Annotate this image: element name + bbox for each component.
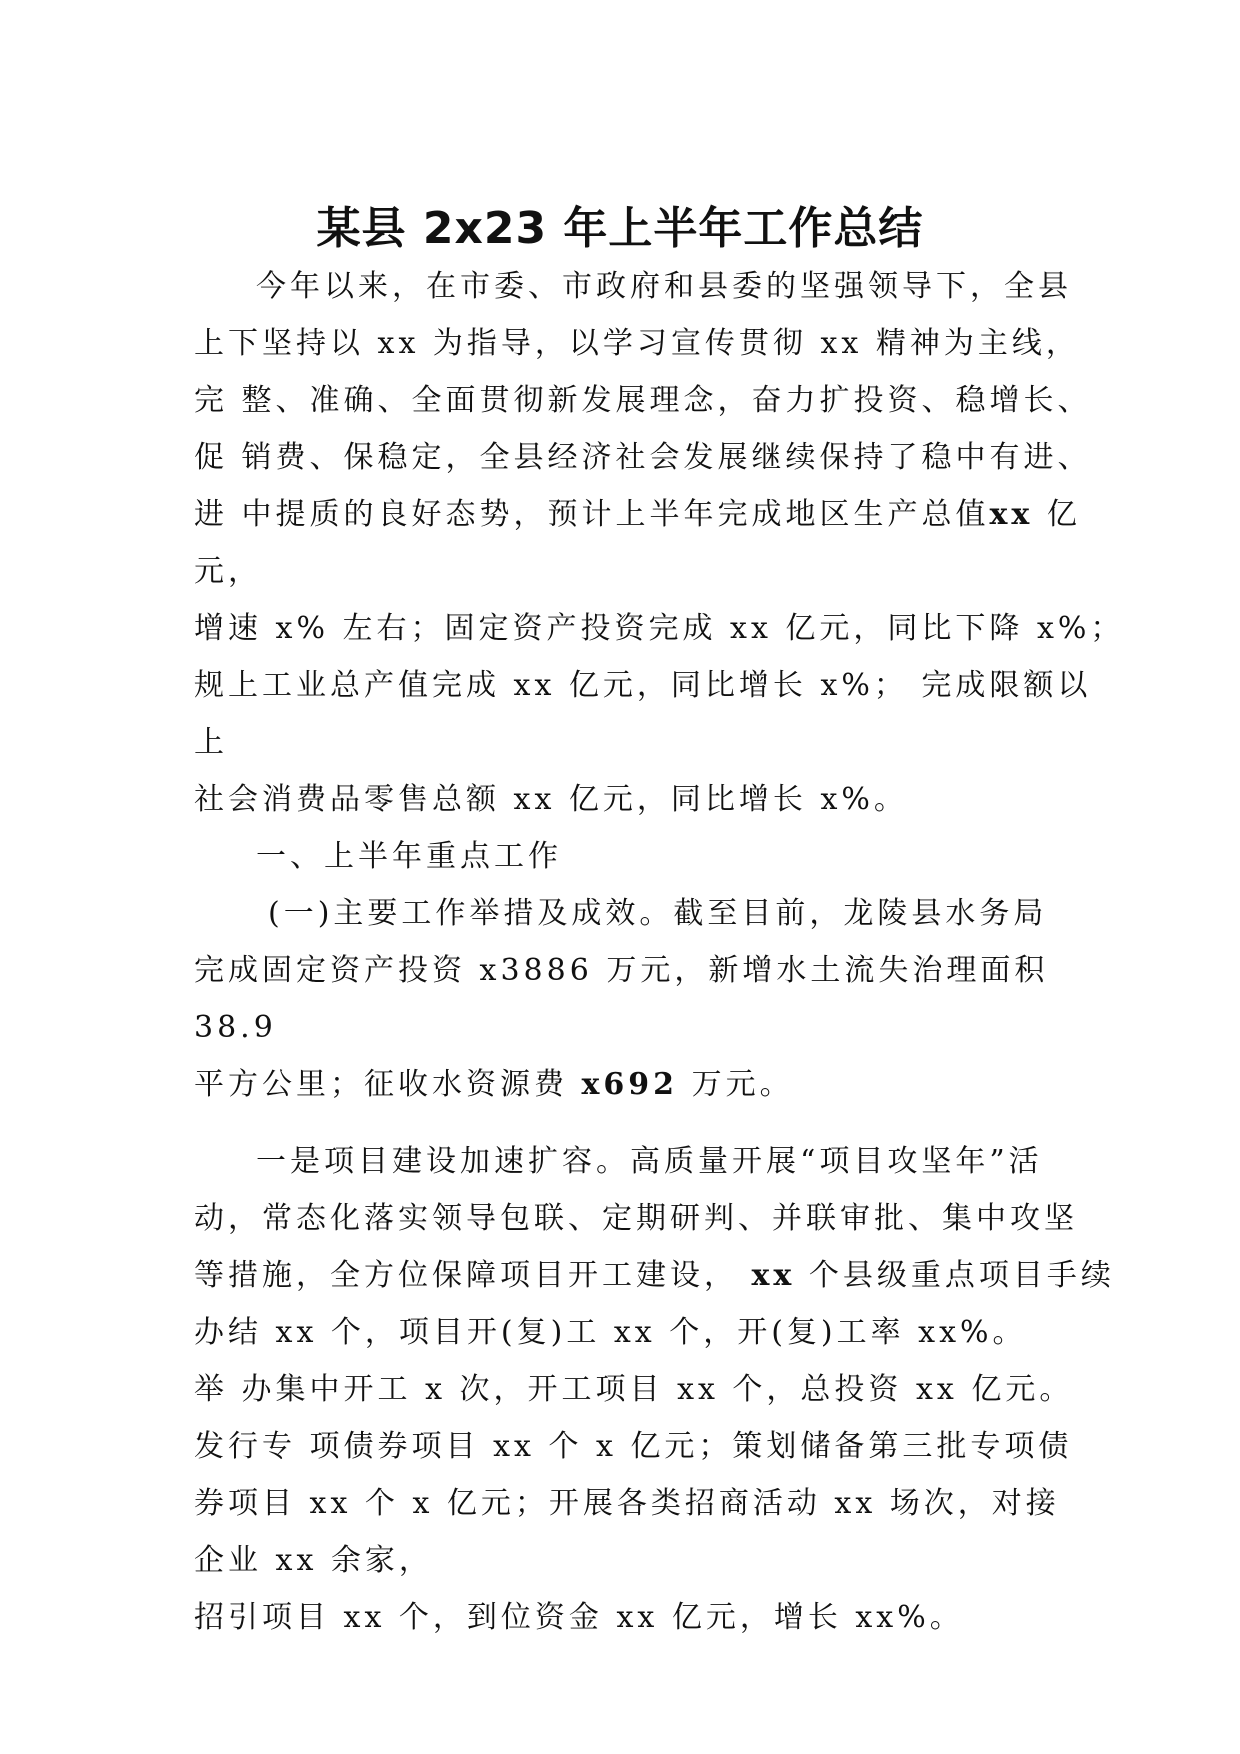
text-line: 一是项目建设加速扩容。高质量开展“项目攻坚年”活	[256, 1144, 1043, 1179]
text-segment: 亿	[1033, 497, 1081, 532]
text-line: 元，	[194, 554, 262, 589]
document-title: 某县 2x23 年上半年工作总结	[316, 203, 924, 254]
bold-value: x692	[581, 1067, 679, 1102]
text-segment: 进 中提质的良好态势，预计上半年完成地区生产总值	[194, 497, 990, 532]
text-line: 增速 x% 左右；固定资产投资完成 xx 亿元，同比下降 x%；	[194, 611, 1125, 646]
projects-paragraph	[194, 1133, 1115, 1646]
intro-paragraph	[194, 258, 1125, 828]
text-segment: 平方公里；征收水资源费	[194, 1067, 582, 1102]
text-line: 企业 xx 余家，	[194, 1543, 433, 1578]
measures-paragraph	[194, 885, 1074, 1113]
text-line: 38.9	[194, 1010, 277, 1045]
text-line	[194, 1056, 1074, 1113]
text-line: 动，常态化落实领导包联、定期研判、并联审批、集中攻坚	[194, 1201, 1078, 1236]
text-segment: 万元。	[678, 1067, 794, 1102]
text-line: 社会消费品零售总额 xx 亿元，同比增长 x%。	[194, 782, 908, 817]
bold-value: xx	[751, 1258, 796, 1293]
bold-value: xx	[989, 497, 1034, 532]
text-line: 完 整、准确、全面贯彻新发展理念，奋力扩投资、稳增长、	[194, 383, 1092, 418]
text-line	[194, 486, 1081, 543]
text-line: 发行专 项债券项目 xx 个 x 亿元；策划储备第三批专项债	[194, 1429, 1073, 1464]
text-line: (一)主要工作举措及成效。截至目前，龙陵县水务局	[268, 896, 1048, 931]
text-line: 招引项目 xx 个，到位资金 xx 亿元，增长 xx%。	[194, 1600, 964, 1635]
text-line: 规上工业总产值完成 xx 亿元，同比增长 x%； 完成限额以	[194, 668, 1092, 703]
document-body	[194, 258, 1125, 1646]
text-line: 上	[194, 725, 228, 760]
text-segment: 个县级重点项目手续	[795, 1258, 1115, 1293]
paragraph-gap	[194, 1113, 1074, 1133]
text-line: 促 销费、保稳定，全县经济社会发展继续保持了稳中有进、	[194, 440, 1092, 475]
section-heading: 一、上半年重点工作	[256, 839, 562, 874]
text-line: 举 办集中开工 x 次，开工项目 xx 个，总投资 xx 亿元。	[194, 1372, 1074, 1407]
text-line: 上下坚持以 xx 为指导，以学习宣传贯彻 xx 精神为主线，	[194, 326, 1080, 361]
text-line: 完成固定资产投资 x3886 万元，新增水土流失治理面积	[194, 953, 1049, 988]
text-line: 今年以来，在市委、市政府和县委的坚强领导下，全县	[256, 269, 1072, 304]
text-segment: 等措施，全方位保障项目开工建设，	[194, 1258, 752, 1293]
text-line	[194, 1247, 1115, 1304]
text-line: 券项目 xx 个 x 亿元；开展各类招商活动 xx 场次，对接	[194, 1486, 1060, 1521]
text-line: 办结 xx 个，项目开(复)工 xx 个，开(复)工率 xx%。	[194, 1315, 1027, 1350]
